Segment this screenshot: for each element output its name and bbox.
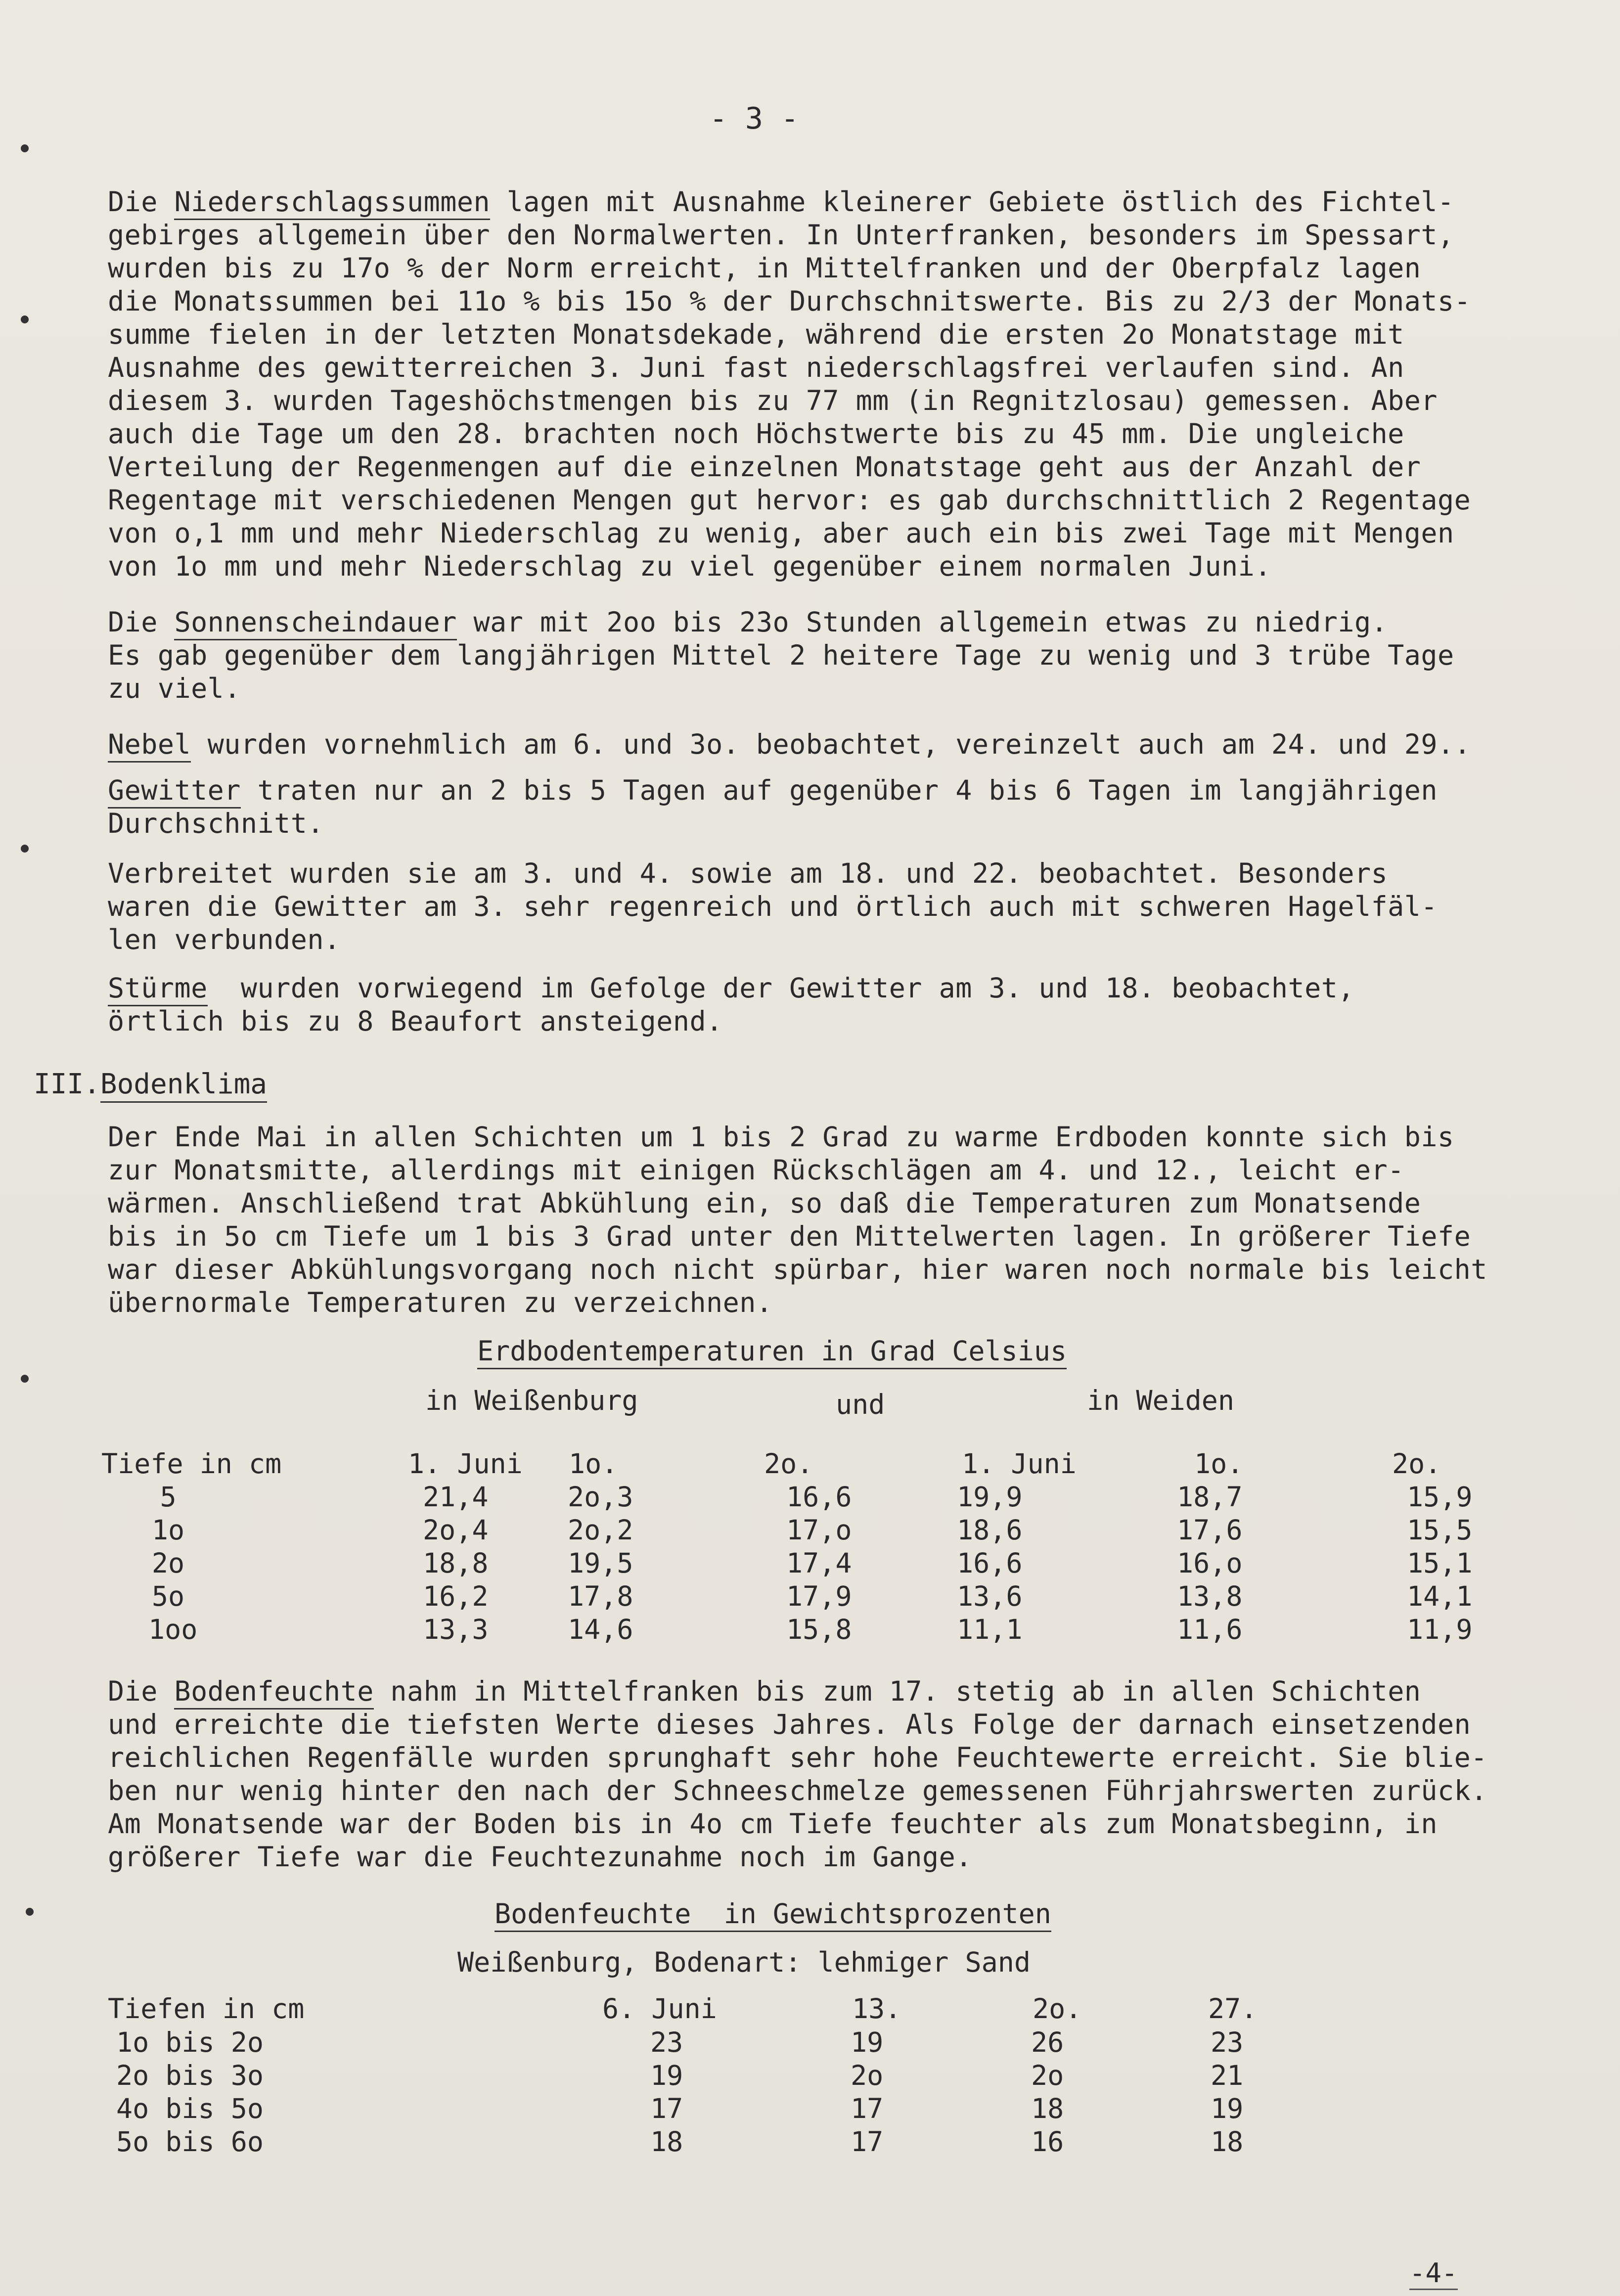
table1-header-cell: 2o. bbox=[1392, 1448, 1441, 1480]
table1-title: Erdbodentemperaturen in Grad Celsius bbox=[477, 1335, 1067, 1369]
table2-value-cell: 17 bbox=[851, 2126, 884, 2158]
paragraph-sonnenschein: Die Sonnenscheindauer war mit 2oo bis 23o Stunden allgemein etwas zu niedrig. Es gab gegenüber dem langjährigen Mittel 2 heitere Tage zu wenig und 3 trübe Tage zu viel. bbox=[108, 606, 1454, 704]
table1-header-cell: Tiefe in cm bbox=[101, 1448, 282, 1480]
table1-value-cell: 16,o bbox=[1177, 1547, 1243, 1579]
table2-header-cell: 27. bbox=[1208, 1993, 1258, 2025]
table2-value-cell: 18 bbox=[1211, 2126, 1244, 2158]
table1-value-cell: 18,7 bbox=[1177, 1481, 1243, 1513]
page-number: - 3 - bbox=[709, 101, 799, 136]
footer-page-number: -4- bbox=[1409, 2257, 1458, 2290]
table1-depth-cell: 1o bbox=[151, 1514, 185, 1546]
table2-value-cell: 23 bbox=[650, 2026, 683, 2058]
paragraph-niederschlag: Die Niederschlagssummen lagen mit Ausnahme kleinerer Gebiete östlich des Fichtel- gebirges allgemein über den Normalwerten. In Unterfranken, besonders im Spessart, wurden bis zu 17o % der Norm erreicht, in Mittelfranken und der Oberpfalz lagen die Monatssummen bei 11o % bis 15o % der Durchschnitswerte. Bis zu 2/3 der Monats- summe fielen in der letzten Monatsdekade, während die ersten 2o Monatstage mit Ausnahme des gewitterreichen 3. Juni fast niederschlagsfrei verlaufen sind. An diesem 3. wurden Tageshöchstmengen bis zu 77 mm (in Regnitzlosau) gemessen. Aber auch die Tage um den 28. brachten noch Höchstwerte bis zu 45 mm. Die ungleiche Verteilung der Regenmengen auf die einzelnen Monatstage geht aus der Anzahl der Regentage mit verschiedenen Mengen gut hervor: es gab durchschnittlich 2 Regentage von o,1 mm und mehr Niederschlag zu wenig, aber auch ein bis zwei Tage mit Mengen von 1o mm und mehr Niederschlag zu viel gegenüber einem normalen Juni. bbox=[108, 186, 1471, 582]
paragraph-nebel: Nebel wurden vornehmlich am 6. und 3o. beobachtet, vereinzelt auch am 24. und 29.. bbox=[108, 728, 1471, 761]
table2-depth-cell: 5o bis 6o bbox=[116, 2126, 264, 2158]
term-niederschlagssummen: Niederschlagssummen bbox=[174, 186, 490, 220]
table2-depth-cell: 2o bis 3o bbox=[116, 2060, 264, 2091]
table1-value-cell: 19,5 bbox=[568, 1547, 633, 1579]
table1-value-cell: 21,4 bbox=[423, 1481, 489, 1513]
table2-value-cell: 17 bbox=[650, 2093, 683, 2124]
table1-value-cell: 18,8 bbox=[423, 1547, 489, 1579]
table1-value-cell: 17,4 bbox=[786, 1547, 852, 1579]
table2-header-cell: 6. Juni bbox=[602, 1993, 717, 2025]
table1-value-cell: 2o,4 bbox=[423, 1514, 489, 1546]
table1-value-cell: 17,8 bbox=[568, 1580, 633, 1612]
table1-site-weiden: in Weiden bbox=[1087, 1385, 1235, 1416]
table1-value-cell: 11,1 bbox=[957, 1614, 1023, 1645]
table1-header-cell: 1. Juni bbox=[408, 1448, 523, 1480]
table2-value-cell: 19 bbox=[851, 2026, 884, 2058]
term-stuerme: Stürme bbox=[108, 972, 208, 1006]
table1-value-cell: 19,9 bbox=[957, 1481, 1023, 1513]
paragraph-bodenklima: Der Ende Mai in allen Schichten um 1 bis 2 Grad zu warme Erdboden konnte sich bis zur Monatsmitte, allerdings mit einigen Rückschlägen am 4. und 12., leicht er- wärmen. Anschließend trat Abkühlung ein, so daß die Temperaturen zum Monatsende bis in 5o cm Tiefe um 1 bis 3 Grad unter den Mittelwerten lagen. In größerer Tiefe war dieser Abkühlungsvorgang noch nicht spürbar, hier waren noch normale bis leicht übernormale Temperaturen zu verzeichnen. bbox=[108, 1121, 1487, 1318]
table1-site-weissenburg: in Weißenburg bbox=[425, 1385, 638, 1416]
table1-value-cell: 13,3 bbox=[423, 1614, 489, 1645]
table1-header-cell: 1o. bbox=[1194, 1448, 1244, 1480]
table1-value-cell: 13,6 bbox=[957, 1580, 1023, 1612]
table1-value-cell: 13,8 bbox=[1177, 1580, 1243, 1612]
table1-header-cell: 1. Juni bbox=[962, 1448, 1077, 1480]
table1-depth-cell: 2o bbox=[151, 1547, 185, 1579]
table2-value-cell: 17 bbox=[851, 2093, 884, 2124]
table1-value-cell: 11,6 bbox=[1177, 1614, 1243, 1645]
table1-value-cell: 17,o bbox=[786, 1514, 852, 1546]
table1-value-cell: 11,9 bbox=[1407, 1614, 1473, 1645]
table2-value-cell: 19 bbox=[650, 2060, 683, 2091]
table1-value-cell: 15,1 bbox=[1407, 1547, 1473, 1579]
table1-value-cell: 18,6 bbox=[957, 1514, 1023, 1546]
table1-depth-cell: 5 bbox=[160, 1481, 177, 1513]
table1-value-cell: 16,6 bbox=[957, 1547, 1023, 1579]
paragraph-gewitter-details: Verbreitet wurden sie am 3. und 4. sowie am 18. und 22. beobachtet. Besonders waren die Gewitter am 3. sehr regenreich und örtlich auch mit schweren Hagelfäl- len verbunden. bbox=[108, 857, 1438, 955]
punch-hole-1 bbox=[21, 144, 29, 152]
table1-value-cell: 2o,2 bbox=[568, 1514, 633, 1546]
table2-title: Bodenfeuchte in Gewichtsprozenten bbox=[495, 1898, 1051, 1932]
table1-value-cell: 16,2 bbox=[423, 1580, 489, 1612]
term-nebel: Nebel bbox=[108, 728, 191, 763]
punch-hole-5 bbox=[26, 1908, 34, 1916]
table1-value-cell: 2o,3 bbox=[568, 1481, 633, 1513]
paragraph-stuerme: Stürme wurden vorwiegend im Gefolge der Gewitter am 3. und 18. beobachtet, örtlich bis zu 8 Beaufort ansteigend. bbox=[108, 972, 1354, 1037]
table1-value-cell: 16,6 bbox=[786, 1481, 852, 1513]
table2-depth-cell: 1o bis 2o bbox=[116, 2026, 264, 2058]
paragraph-bodenfeuchte: Die Bodenfeuchte nahm in Mittelfranken bis zum 17. stetig ab in allen Schichten und erreichte die tiefsten Werte dieses Jahres. Als Folge der darnach einsetzenden reichlichen Regenfälle wurden sprunghaft sehr hohe Feuchtewerte erreicht. Sie blie- ben nur wenig hinter den nach der Schneeschmelze gemessenen Führjahrswerten zurück. Am Monatsende war der Boden bis in 4o cm Tiefe feuchter als zum Monatsbeginn, in größerer Tiefe war die Feuchtezunahme noch im Gange. bbox=[108, 1675, 1487, 1873]
section-heading-bodenklima: III.Bodenklima bbox=[34, 1068, 267, 1100]
table1-value-cell: 15,8 bbox=[786, 1614, 852, 1645]
table1-value-cell: 17,6 bbox=[1177, 1514, 1243, 1546]
table2-value-cell: 26 bbox=[1031, 2026, 1064, 2058]
table2-header-cell: 2o. bbox=[1033, 1993, 1082, 2025]
table1-value-cell: 17,9 bbox=[786, 1580, 852, 1612]
table2-value-cell: 21 bbox=[1211, 2060, 1244, 2091]
table1-value-cell: 14,6 bbox=[568, 1614, 633, 1645]
table2-subtitle: Weißenburg, Bodenart: lehmiger Sand bbox=[457, 1946, 1031, 1978]
table2-value-cell: 23 bbox=[1211, 2026, 1244, 2058]
table1-value-cell: 14,1 bbox=[1407, 1580, 1473, 1612]
term-gewitter: Gewitter bbox=[108, 774, 241, 809]
table1-value-cell: 15,5 bbox=[1407, 1514, 1473, 1546]
table1-header-cell: 1o. bbox=[569, 1448, 618, 1480]
table2-value-cell: 16 bbox=[1031, 2126, 1064, 2158]
table2-value-cell: 2o bbox=[1031, 2060, 1064, 2091]
table1-value-cell: 15,9 bbox=[1407, 1481, 1473, 1513]
table2-value-cell: 2o bbox=[851, 2060, 884, 2091]
table1-depth-cell: 1oo bbox=[148, 1614, 198, 1645]
table2-header-cell: 13. bbox=[852, 1993, 901, 2025]
table2-value-cell: 18 bbox=[650, 2126, 683, 2158]
term-sonnenscheindauer: Sonnenscheindauer bbox=[174, 606, 456, 640]
table2-header-cell: Tiefen in cm bbox=[108, 1993, 305, 2025]
punch-hole-4 bbox=[21, 1375, 29, 1383]
term-bodenfeuchte: Bodenfeuchte bbox=[174, 1675, 373, 1710]
table1-depth-cell: 5o bbox=[151, 1580, 185, 1612]
table2-value-cell: 19 bbox=[1211, 2093, 1244, 2124]
punch-hole-2 bbox=[21, 315, 29, 323]
table2-value-cell: 18 bbox=[1031, 2093, 1064, 2124]
table1-und: und bbox=[836, 1389, 885, 1420]
paragraph-gewitter: Gewitter traten nur an 2 bis 5 Tagen auf gegenüber 4 bis 6 Tagen im langjährigen Durchschnitt. bbox=[108, 774, 1438, 839]
table2-depth-cell: 4o bis 5o bbox=[116, 2093, 264, 2124]
punch-hole-3 bbox=[21, 845, 29, 853]
table1-header-cell: 2o. bbox=[764, 1448, 813, 1480]
